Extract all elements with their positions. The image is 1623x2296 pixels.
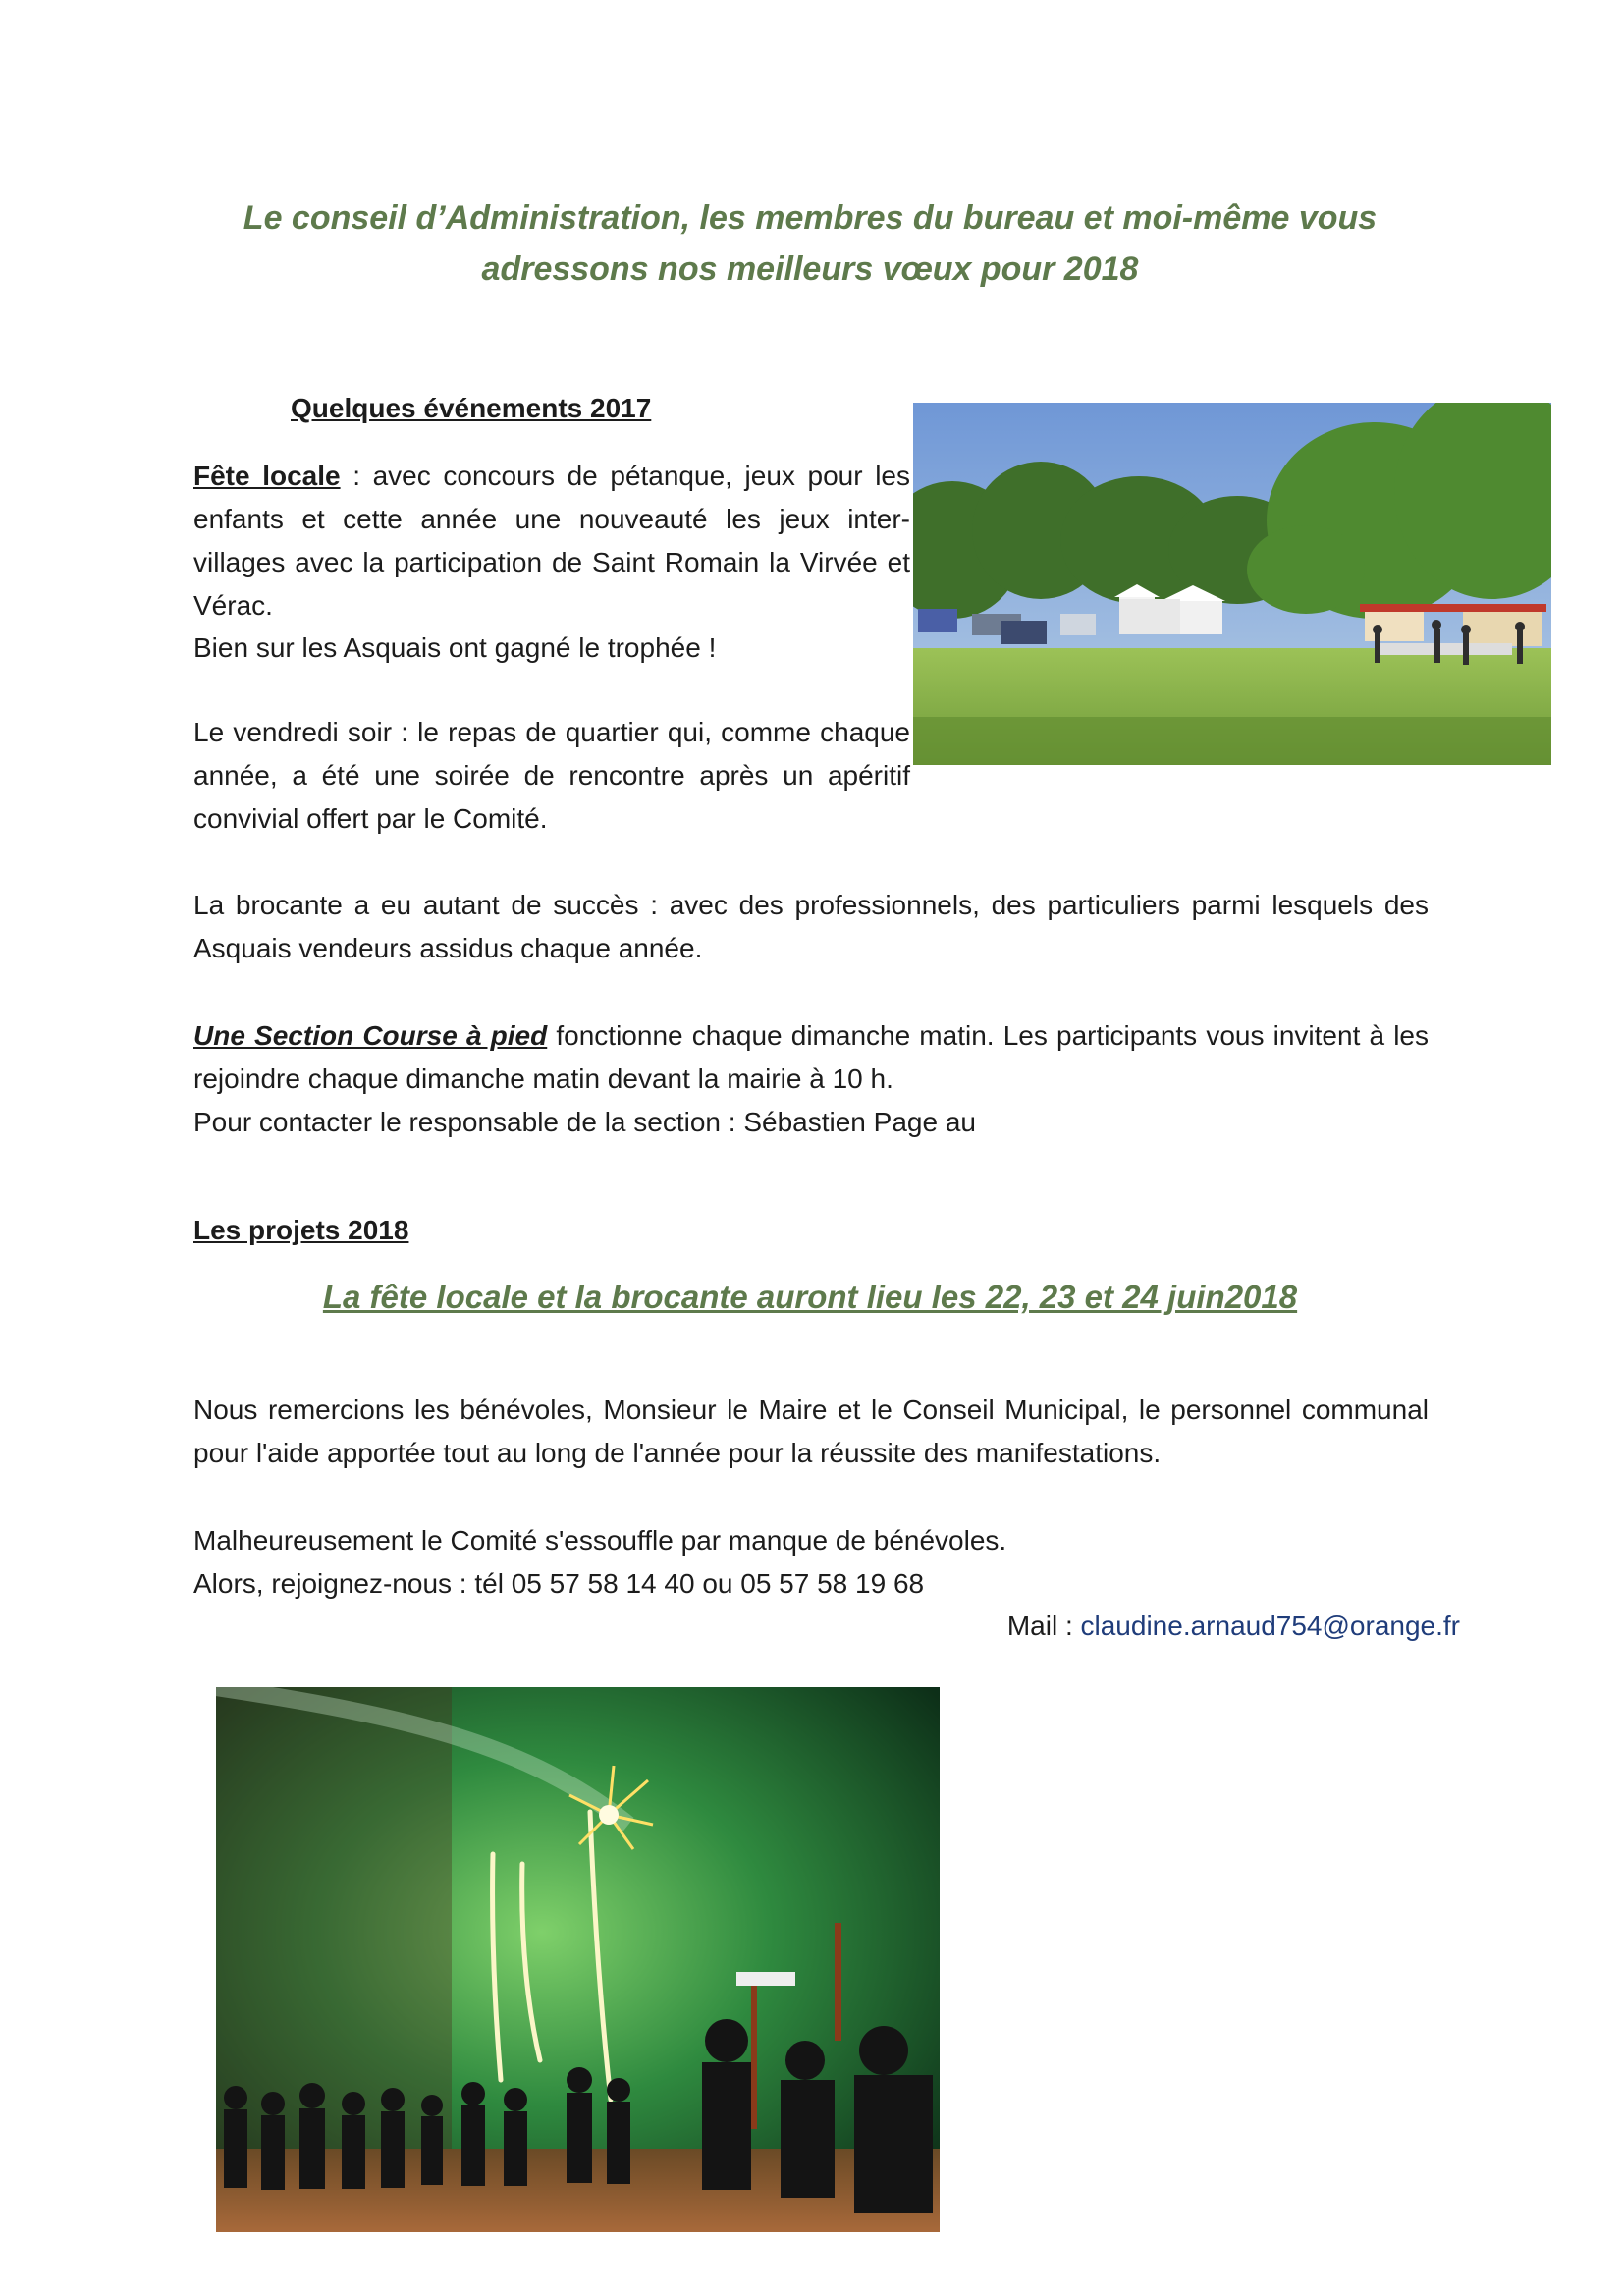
greeting-line-2: adressons nos meilleurs vœux pour 2018 bbox=[481, 250, 1139, 288]
projects-heading: Les projets 2018 bbox=[193, 1215, 409, 1245]
thanks-paragraph: Nous remercions les bénévoles, Monsieur le Maire et le Conseil Municipal, le personnel communal pour l'aide apportée tout au long de l'année pour la réussite des manifestations. bbox=[193, 1394, 1429, 1468]
fete-locale-paragraph bbox=[193, 455, 910, 628]
greeting bbox=[177, 192, 1443, 295]
fete-locale-label: Fête locale bbox=[193, 461, 341, 491]
events-heading: Quelques événements 2017 bbox=[291, 393, 652, 423]
contact-line: Pour contacter le responsable de la section : Sébastien Page au bbox=[193, 1107, 976, 1137]
course-text: fonctionne chaque dimanche matin. Les participants vous invitent à les rejoindre chaque dimanche matin devant la mairie à 10 h. bbox=[193, 1020, 1430, 1094]
projects-announcement: La fête locale et la brocante auront lieu les 22, 23 et 24 juin2018 bbox=[322, 1279, 1298, 1315]
fete-locale-photo bbox=[913, 403, 1551, 765]
mail-label: Mail : bbox=[1006, 1611, 1081, 1641]
course-paragraph bbox=[193, 1014, 1429, 1101]
fete-locale-text: : avec concours de pétanque, jeux pour les enfants et cette année une nouveauté les jeux inter-villages avec la participation de Saint Romain la Virvée et Vérac. bbox=[193, 461, 910, 621]
trophy-line: Bien sur les Asquais ont gagné le trophée ! bbox=[193, 632, 717, 663]
closing-line-1: Malheureusement le Comité s'essouffle par manque de bénévoles. bbox=[193, 1525, 1007, 1556]
closing-line-2: Alors, rejoignez-nous : tél 05 57 58 14 40 ou 05 57 58 19 68 bbox=[193, 1568, 925, 1599]
mail-line bbox=[1007, 1605, 1460, 1648]
friday-paragraph: Le vendredi soir : le repas de quartier qui, comme chaque année, a été une soirée de rencontre après un apéritif convivial offert par le Comité. bbox=[193, 717, 910, 834]
course-label: Une Section Course à pied bbox=[193, 1020, 548, 1051]
greeting-line-1: Le conseil d’Administration, les membres du bureau et moi-même vous bbox=[243, 199, 1378, 237]
brocante-paragraph: La brocante a eu autant de succès : avec des professionnels, des particuliers parmi lesquels des Asquais vendeurs assidus chaque année. bbox=[193, 890, 1429, 963]
mail-link[interactable]: claudine.arnaud754@orange.fr bbox=[1080, 1611, 1460, 1641]
fireworks-photo bbox=[216, 1687, 940, 2232]
